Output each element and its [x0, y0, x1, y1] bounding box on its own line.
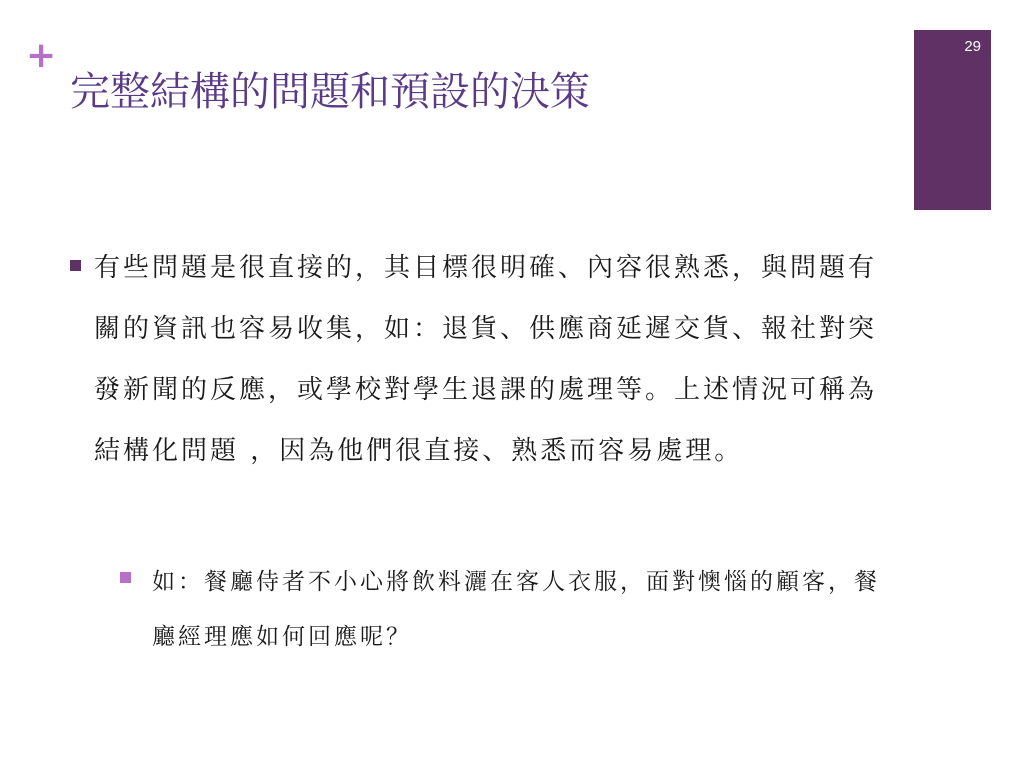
bullet-text: 有些問題是很直接的，其目標很明確、內容很熟悉，與問題有關的資訊也容易收集，如：退貨、供應商延遲交貨、報社對突發新聞的反應，或學校對學生退課的處理等。上述情況可稱為結構化問題 ，因為他們很直接、熟悉而容易處理。 — [94, 253, 878, 466]
page-number-badge — [914, 30, 991, 210]
square-bullet-icon — [120, 572, 131, 583]
slide-title: 完整結構的問題和預設的決策 — [70, 69, 590, 115]
sub-bullet-item — [120, 555, 880, 665]
bullet-item — [70, 238, 890, 482]
page-number: 29 — [964, 38, 981, 55]
sub-bullet-text: 如：餐廳侍者不小心將飲料灑在客人衣服，面對懊惱的顧客，餐廳經理應如何回應呢？ — [152, 569, 880, 650]
square-bullet-icon — [70, 260, 81, 271]
plus-icon: + — [26, 35, 57, 76]
